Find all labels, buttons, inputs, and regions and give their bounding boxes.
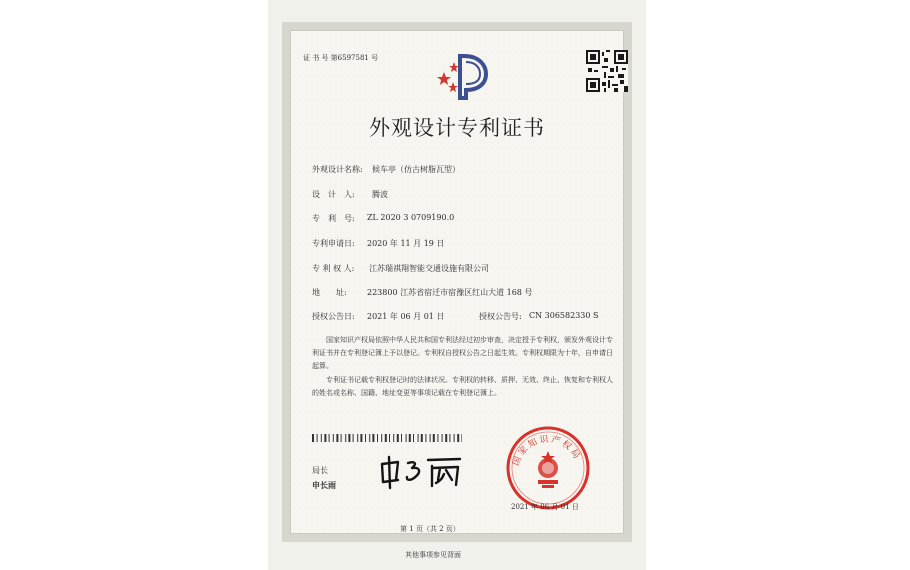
patentee-label: 专 利 权 人: <box>312 264 355 273</box>
design-name-label: 外观设计名称: <box>312 165 363 174</box>
patent-number-label: 专 利 号: <box>312 214 355 223</box>
designer-label: 设 计 人: <box>312 190 355 199</box>
grant-date-value: 2021 年 06 月 01 日 <box>367 312 445 321</box>
grant-date-label: 授权公告日: <box>312 312 355 321</box>
design-name-value: 候车亭（仿古树脂瓦型） <box>372 165 460 174</box>
grant-paragraph: 国家知识产权局依照中华人民共和国专利法经过初步审查，决定授予专利权，颁发外观设计专利证书并在专利登记簿上予以登记。专利权自授权公告之日起生效。专利权期限为十年，自申请日起算。 <box>312 336 613 370</box>
handwritten-signature <box>376 454 476 490</box>
certificate-title: 外观设计专利证书 <box>369 116 545 140</box>
patentee-value: 江苏瑞祺翔智能交通设施有限公司 <box>369 264 489 273</box>
address-value: 223800 江苏省宿迁市宿豫区红山大道 168 号 <box>367 288 533 297</box>
patent-office-logo-icon <box>436 52 490 102</box>
qr-code-icon <box>586 50 628 92</box>
footer-note: 其他事项参见背面 <box>405 551 461 559</box>
filing-date-value: 2020 年 11 月 19 日 <box>367 239 445 248</box>
barcode-icon <box>312 434 462 442</box>
seal-date: 2021 年 06 月 01 日 <box>511 503 579 511</box>
grant-number-value: CN 306582330 S <box>529 311 599 320</box>
signature-role: 局长 <box>312 466 328 475</box>
filing-date-label: 专利申请日: <box>312 239 355 248</box>
certificate-number: 证 书 号 第6597581 号 <box>303 54 379 62</box>
page-indicator: 第 1 页（共 2 页） <box>400 525 460 533</box>
official-seal-icon <box>504 424 592 512</box>
grant-number-label: 授权公告号: <box>479 312 522 321</box>
designer-value: 腾波 <box>372 190 388 199</box>
svg-text:国家知识产权局: 国家知识产权局 <box>511 434 583 468</box>
patent-number-value: ZL 2020 3 0709190.0 <box>367 213 455 222</box>
registration-paragraph: 专利证书记载专利权登记时的法律状况。专利权的转移、质押、无效、终止、恢复和专利权人的姓名或名称、国籍、地址变更等事项记载在专利登记簿上。 <box>312 376 613 397</box>
signatory-name: 申长雨 <box>312 480 336 490</box>
address-label: 地 址: <box>312 288 347 297</box>
